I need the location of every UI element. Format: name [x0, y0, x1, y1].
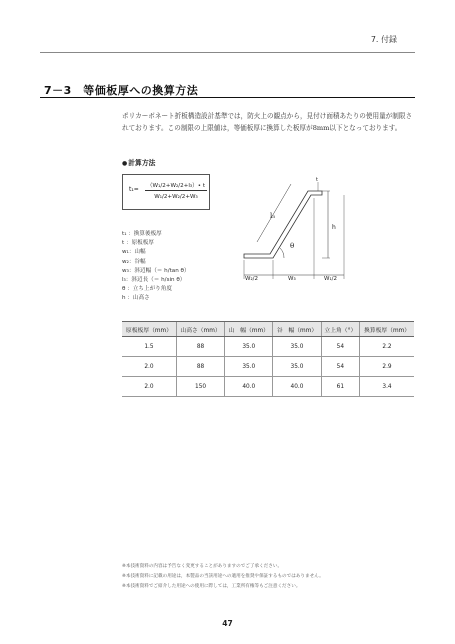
table-cell: 2.0 [122, 357, 176, 377]
table-cell: 61 [321, 377, 359, 397]
symbol-legend [122, 230, 190, 304]
chapter-label: 7. 付録 [370, 35, 397, 44]
table-row [122, 377, 414, 397]
legend-item: t₁ ：換算後板厚 [122, 231, 162, 237]
formula-box [122, 174, 210, 210]
plate-profile [244, 191, 322, 258]
table-cell: 1.5 [122, 337, 176, 357]
table-header-row [122, 322, 414, 337]
header-rule [40, 52, 415, 53]
footnote: ※本技術資料の内容は予告なく変更することがありますのでご了承ください。 [122, 564, 283, 569]
table-cell: 40.0 [225, 377, 273, 397]
legend-item: l₃：斜辺長（＝ h/sin θ） [122, 277, 186, 284]
l3-label: l₃ [270, 212, 276, 220]
theta-arc [280, 248, 284, 258]
w1-half-label: W₁/2 [324, 276, 337, 282]
table-cell: 88 [176, 357, 224, 377]
table-cell: 3.4 [360, 377, 414, 397]
legend-item: w₁：山幅 [122, 249, 146, 256]
column-header: 山 幅（mm） [225, 322, 273, 337]
table-cell: 2.0 [122, 377, 176, 397]
formula-fraction-bar [145, 190, 207, 191]
footnote: ※本技術資料に記載の用途は，本製品の当該用途への適用を推奨や保証するものではありません。 [122, 573, 324, 579]
table-cell: 54 [321, 337, 359, 357]
table-cell: 2.9 [360, 357, 414, 377]
table-cell: 35.0 [273, 357, 321, 377]
column-header: 換算板厚（mm） [360, 322, 414, 337]
table-row [122, 337, 414, 357]
folded-plate-diagram [224, 176, 364, 296]
legend-item: θ ：立ち上がり角度 [122, 286, 172, 293]
table-cell: 35.0 [273, 337, 321, 357]
legend-item: h ：山高さ [122, 295, 150, 302]
theta-label: θ [290, 242, 295, 250]
page-number: 47 [222, 619, 233, 628]
table-cell: 35.0 [225, 337, 273, 357]
t-label: t [316, 177, 318, 183]
column-header: 山高さ（mm） [176, 322, 224, 337]
table-cell: 2.2 [360, 337, 414, 357]
column-header: 谷 幅（mm） [273, 322, 321, 337]
formula-denominator: W₁/2+W₂/2+W₃ [154, 194, 198, 200]
intro-paragraph: ポリカーボネート折板構造設計基準では，防火上の観点から，見付け面積あたりの使用量が制限されております。この制限の上限値は，等価板厚に換算した板厚が8mm以下となっております。 [122, 112, 413, 132]
formula-lhs: t₁= [129, 186, 139, 193]
legend-item: w₂：谷幅 [122, 258, 146, 265]
table-cell: 35.0 [225, 357, 273, 377]
table-cell: 150 [176, 377, 224, 397]
table-row [122, 357, 414, 377]
table-cell: 88 [176, 337, 224, 357]
legend-item: t ：原板板厚 [122, 240, 154, 247]
formula-numerator: （W₁/2+W₂/2+l₃）• t [146, 183, 206, 189]
bullet-icon: ● [122, 160, 128, 167]
table-cell: 40.0 [273, 377, 321, 397]
w3-label: W₃ [288, 276, 296, 282]
table-cell: 54 [321, 357, 359, 377]
footnote: ※本技術資料でご紹介した用途への使用に際しては，工業所有権等もご注意ください。 [122, 583, 301, 589]
footnotes [122, 562, 324, 591]
column-header: 原板板厚（mm） [122, 322, 176, 337]
section-title: 7－3 等価板厚への換算方法 [44, 84, 199, 97]
w2-half-label: W₂/2 [245, 276, 258, 282]
calc-heading-text: 計算方法 [128, 159, 156, 167]
column-header: 立上角（°） [321, 322, 359, 337]
title-rule [40, 97, 415, 98]
legend-item: w₃：斜辺幅（＝ h/tan θ） [122, 267, 190, 274]
calc-heading [122, 157, 155, 167]
h-label: h [332, 224, 336, 231]
conversion-table [122, 321, 414, 397]
